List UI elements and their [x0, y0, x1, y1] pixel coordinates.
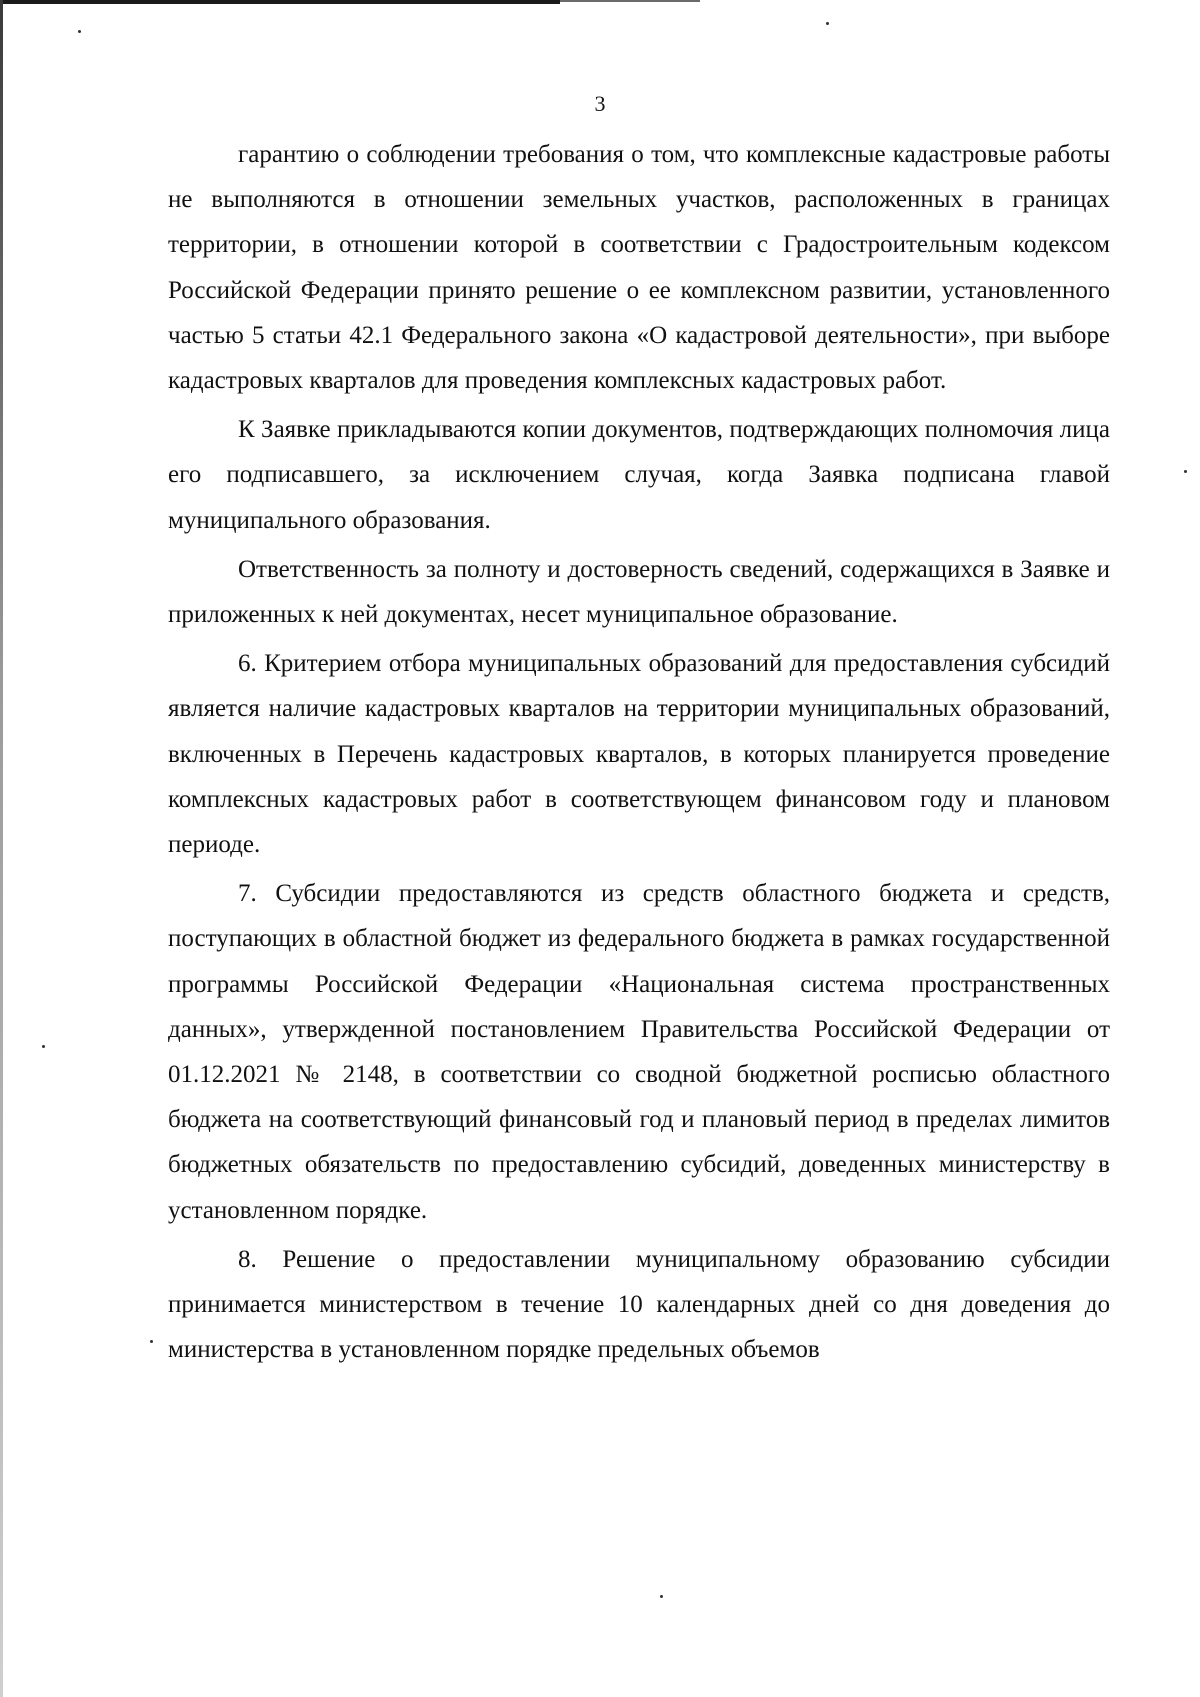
document-body — [168, 132, 1110, 1372]
paragraph-responsibility: Ответственность за полноту и достоверность сведений, содержащихся в Заявке и приложенных к ней документах, несет муниципальное образование. — [168, 555, 1110, 629]
scan-speck — [150, 1340, 153, 1343]
scan-speck — [1184, 470, 1187, 473]
paragraph-guarantee-continuation: гарантию о соблюдении требования о том, что комплексные кадастровые работы не выполняются в отношении земельных участков, расположенных в границах территории, в отношении которой в соответствии с Градостроительным кодексом Российской Федерации принято решение о ее комплексном развитии, установленного частью 5 статьи 42.1 Федерального закона «О кадастровой деятельности», при выборе кадастровых кварталов для проведения комплексных кадастровых работ. — [168, 141, 1110, 395]
scan-speck — [660, 1595, 663, 1598]
scan-speck — [78, 30, 81, 33]
paragraph-item-8: 8. Решение о предоставлении муниципальному образованию субсидии принимается министерством в течение 10 календарных дней со дня доведения до министерства в установленном порядке предельных объемов — [168, 1245, 1110, 1364]
scan-border-left — [0, 0, 3, 1697]
scan-speck — [42, 1045, 45, 1048]
paragraph-attachments: К Заявке прикладываются копии документов, подтверждающих полномочия лица его подписавшего, за исключением случая, когда Заявка подписана главой муниципального образования. — [168, 416, 1110, 534]
scan-speck — [826, 22, 829, 25]
paragraph-item-7: 7. Субсидии предоставляются из средств областного бюджета и средств, поступающих в областной бюджет из федерального бюджета в рамках государственной программы Российской Федерации «Национальная система пространственных данных», утвержденной постановлением Правительства Российской Федерации от 01.12.2021 № 2148, в соответствии со сводной бюджетной росписью областного бюджета на соответствующий финансовый год и плановый период в пределах лимитов бюджетных обязательств по предоставлению субсидий, доведенных министерству в установленном порядке. — [168, 880, 1110, 1224]
page-number: 3 — [594, 91, 606, 116]
scan-border-top-faint — [560, 0, 700, 2]
paragraph-item-6: 6. Критерием отбора муниципальных образований для предоставления субсидий является наличие кадастровых кварталов на территории муниципальных образований, включенных в Перечень кадастровых кварталов, в которых планируется проведение комплексных кадастровых работ в соответствующем финансовом году и плановом периоде. — [168, 650, 1110, 859]
scan-border-top — [0, 0, 560, 4]
